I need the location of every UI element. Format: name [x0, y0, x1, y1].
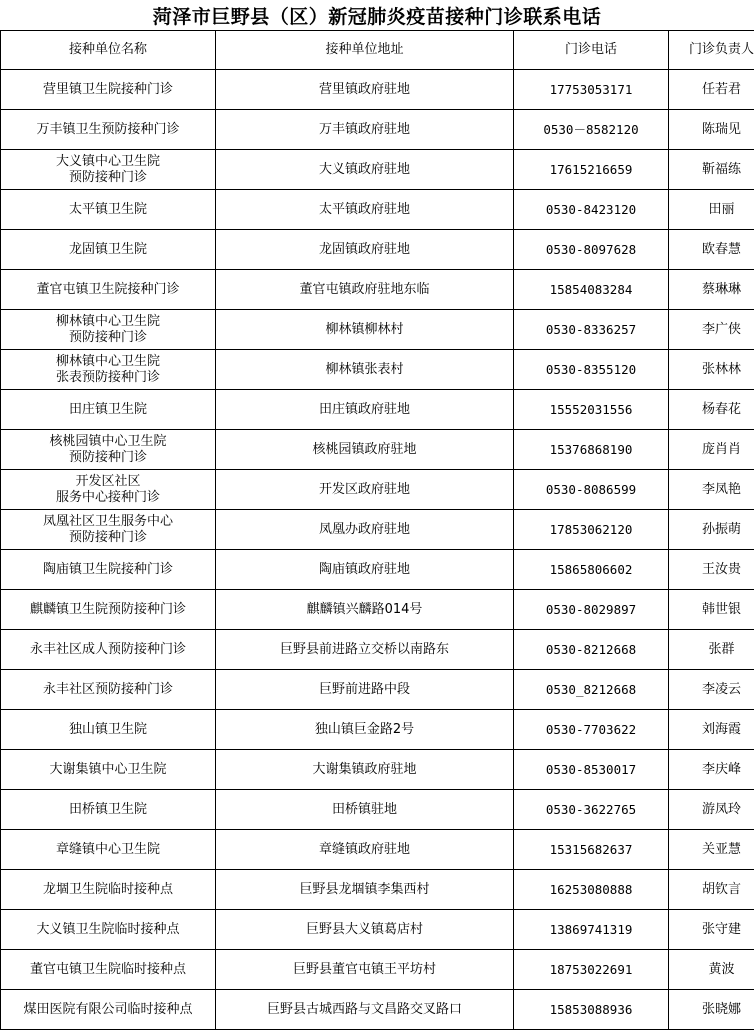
address-cell: 核桃园镇政府驻地 — [216, 430, 514, 470]
unit-name-cell: 田庄镇卫生院 — [1, 390, 216, 430]
table-row — [1, 110, 754, 150]
unit-name-cell: 大义镇卫生院临时接种点 — [1, 910, 216, 950]
table-row — [1, 950, 754, 990]
table-row — [1, 430, 754, 470]
table-row — [1, 150, 754, 190]
column-header-address: 接种单位地址 — [216, 31, 514, 70]
address-cell: 巨野县前进路立交桥以南路东 — [216, 630, 514, 670]
person-cell: 张守建 — [669, 910, 754, 950]
person-cell: 张林林 — [669, 350, 754, 390]
phone-cell: 17853062120 — [514, 510, 669, 550]
person-cell: 李广侠 — [669, 310, 754, 350]
person-cell: 韩世银 — [669, 590, 754, 630]
unit-name-cell: 太平镇卫生院 — [1, 190, 216, 230]
unit-name-cell: 永丰社区预防接种门诊 — [1, 670, 216, 710]
table-row — [1, 910, 754, 950]
address-cell: 巨野县古城西路与文昌路交叉路口 — [216, 990, 514, 1030]
phone-cell: 17615216659 — [514, 150, 669, 190]
address-cell: 董官屯镇政府驻地东临 — [216, 270, 514, 310]
table-row — [1, 350, 754, 390]
unit-name-cell: 董官屯镇卫生院临时接种点 — [1, 950, 216, 990]
unit-name-cell: 煤田医院有限公司临时接种点 — [1, 990, 216, 1030]
table-row — [1, 470, 754, 510]
person-cell: 靳福练 — [669, 150, 754, 190]
unit-name-cell: 龙固镇卫生院 — [1, 230, 216, 270]
phone-cell: 0530-8336257 — [514, 310, 669, 350]
address-cell: 巨野县大义镇葛店村 — [216, 910, 514, 950]
phone-cell: 0530-8212668 — [514, 630, 669, 670]
address-cell: 麒麟镇兴麟路014号 — [216, 590, 514, 630]
table-row — [1, 270, 754, 310]
phone-cell: 0530-8530017 — [514, 750, 669, 790]
table-row — [1, 70, 754, 110]
address-cell: 柳林镇柳林村 — [216, 310, 514, 350]
table-body — [1, 70, 754, 1030]
phone-cell: 15865806602 — [514, 550, 669, 590]
unit-name-cell: 柳林镇中心卫生院 张表预防接种门诊 — [1, 350, 216, 390]
address-cell: 营里镇政府驻地 — [216, 70, 514, 110]
person-cell: 刘海霞 — [669, 710, 754, 750]
person-cell: 田丽 — [669, 190, 754, 230]
table-row — [1, 230, 754, 270]
address-cell: 开发区政府驻地 — [216, 470, 514, 510]
column-header-phone: 门诊电话 — [514, 31, 669, 70]
unit-name-cell: 龙堌卫生院临时接种点 — [1, 870, 216, 910]
address-cell: 陶庙镇政府驻地 — [216, 550, 514, 590]
address-cell: 大谢集镇政府驻地 — [216, 750, 514, 790]
person-cell: 蔡琳琳 — [669, 270, 754, 310]
unit-name-cell: 麒麟镇卫生院预防接种门诊 — [1, 590, 216, 630]
address-cell: 凤凰办政府驻地 — [216, 510, 514, 550]
phone-cell: 0530-8029897 — [514, 590, 669, 630]
table-row — [1, 830, 754, 870]
person-cell: 庞肖肖 — [669, 430, 754, 470]
unit-name-cell: 章缝镇中心卫生院 — [1, 830, 216, 870]
address-cell: 龙固镇政府驻地 — [216, 230, 514, 270]
table-row — [1, 990, 754, 1030]
person-cell: 黄波 — [669, 950, 754, 990]
address-cell: 柳林镇张表村 — [216, 350, 514, 390]
unit-name-cell: 永丰社区成人预防接种门诊 — [1, 630, 216, 670]
column-header-unit-name: 接种单位名称 — [1, 31, 216, 70]
address-cell: 巨野前进路中段 — [216, 670, 514, 710]
phone-cell: 0530-7703622 — [514, 710, 669, 750]
table-row — [1, 670, 754, 710]
person-cell: 陈瑞见 — [669, 110, 754, 150]
person-cell: 王汝贵 — [669, 550, 754, 590]
header-row — [1, 31, 754, 70]
address-cell: 章缝镇政府驻地 — [216, 830, 514, 870]
person-cell: 胡钦言 — [669, 870, 754, 910]
phone-cell: 0530-8355120 — [514, 350, 669, 390]
unit-name-cell: 营里镇卫生院接种门诊 — [1, 70, 216, 110]
person-cell: 关亚慧 — [669, 830, 754, 870]
unit-name-cell: 董官屯镇卫生院接种门诊 — [1, 270, 216, 310]
contact-table — [0, 30, 754, 1030]
unit-name-cell: 开发区社区 服务中心接种门诊 — [1, 470, 216, 510]
unit-name-cell: 核桃园镇中心卫生院 预防接种门诊 — [1, 430, 216, 470]
person-cell: 杨春花 — [669, 390, 754, 430]
person-cell: 张晓娜 — [669, 990, 754, 1030]
table-row — [1, 710, 754, 750]
phone-cell: 0530-8097628 — [514, 230, 669, 270]
phone-cell: 15552031556 — [514, 390, 669, 430]
person-cell: 任若君 — [669, 70, 754, 110]
unit-name-cell: 大义镇中心卫生院 预防接种门诊 — [1, 150, 216, 190]
table-header — [1, 31, 754, 70]
unit-name-cell: 田桥镇卫生院 — [1, 790, 216, 830]
table-row — [1, 390, 754, 430]
phone-cell: 18753022691 — [514, 950, 669, 990]
phone-cell: 17753053171 — [514, 70, 669, 110]
person-cell: 李凌云 — [669, 670, 754, 710]
table-row — [1, 750, 754, 790]
address-cell: 独山镇巨金路2号 — [216, 710, 514, 750]
phone-cell: 0530_8212668 — [514, 670, 669, 710]
person-cell: 孙振萌 — [669, 510, 754, 550]
table-row — [1, 630, 754, 670]
unit-name-cell: 柳林镇中心卫生院 预防接种门诊 — [1, 310, 216, 350]
person-cell: 李庆峰 — [669, 750, 754, 790]
person-cell: 张群 — [669, 630, 754, 670]
person-cell: 欧春慧 — [669, 230, 754, 270]
phone-cell: 15854083284 — [514, 270, 669, 310]
unit-name-cell: 独山镇卫生院 — [1, 710, 216, 750]
phone-cell: 15315682637 — [514, 830, 669, 870]
page-title: 菏泽市巨野县（区）新冠肺炎疫苗接种门诊联系电话 — [152, 5, 602, 28]
table-row — [1, 870, 754, 910]
table-row — [1, 790, 754, 830]
unit-name-cell: 陶庙镇卫生院接种门诊 — [1, 550, 216, 590]
table-row — [1, 590, 754, 630]
phone-cell: 15376868190 — [514, 430, 669, 470]
address-cell: 田桥镇驻地 — [216, 790, 514, 830]
phone-cell: 0530-8423120 — [514, 190, 669, 230]
phone-cell: 0530-8086599 — [514, 470, 669, 510]
phone-cell: 15853088936 — [514, 990, 669, 1030]
column-header-person: 门诊负责人 — [669, 31, 754, 70]
address-cell: 巨野县董官屯镇王平坊村 — [216, 950, 514, 990]
person-cell: 游凤玲 — [669, 790, 754, 830]
address-cell: 太平镇政府驻地 — [216, 190, 514, 230]
phone-cell: 13869741319 — [514, 910, 669, 950]
address-cell: 万丰镇政府驻地 — [216, 110, 514, 150]
address-cell: 大义镇政府驻地 — [216, 150, 514, 190]
unit-name-cell: 万丰镇卫生预防接种门诊 — [1, 110, 216, 150]
address-cell: 巨野县龙堌镇李集西村 — [216, 870, 514, 910]
unit-name-cell: 大谢集镇中心卫生院 — [1, 750, 216, 790]
table-row — [1, 550, 754, 590]
phone-cell: 0530－8582120 — [514, 110, 669, 150]
table-row — [1, 510, 754, 550]
phone-cell: 16253080888 — [514, 870, 669, 910]
unit-name-cell: 凤凰社区卫生服务中心 预防接种门诊 — [1, 510, 216, 550]
address-cell: 田庄镇政府驻地 — [216, 390, 514, 430]
table-row — [1, 310, 754, 350]
person-cell: 李凤艳 — [669, 470, 754, 510]
phone-cell: 0530-3622765 — [514, 790, 669, 830]
table-row — [1, 190, 754, 230]
